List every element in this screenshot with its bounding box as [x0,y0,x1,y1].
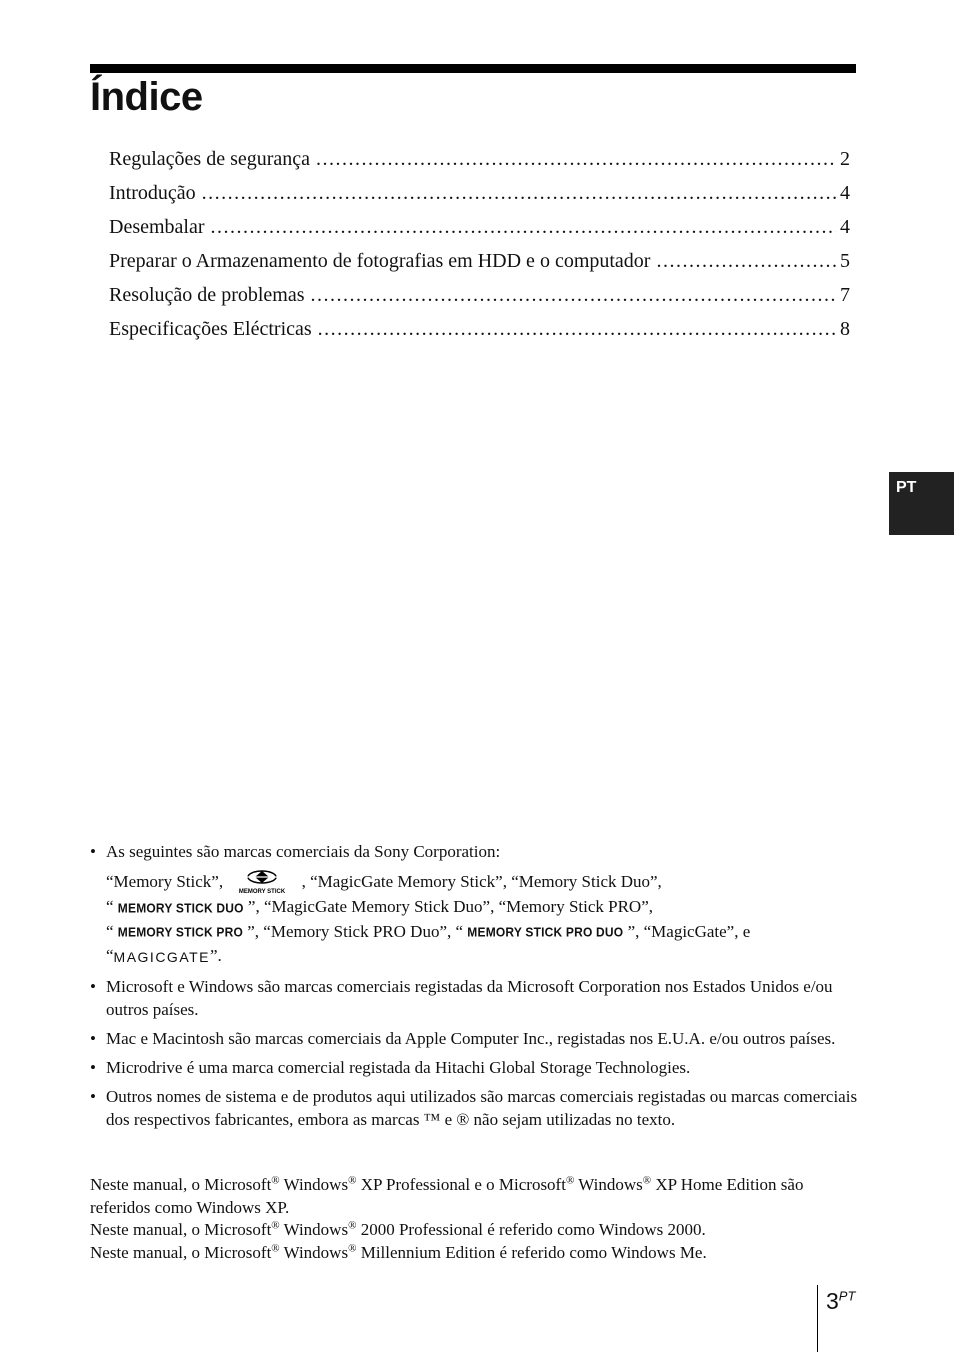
trademark-text: ”. [210,946,222,966]
list-item [90,1085,860,1131]
toc-entry[interactable] [109,179,850,213]
note-text: Microdrive é uma marca comercial registada da Hitachi Global Storage Technologies. [106,1057,691,1077]
bullet-icon: • [90,976,96,996]
note-text: Outros nomes de sistema e de produtos aqui utilizados são marcas comerciais registadas ou marcas comerciais dos respectivos fabricantes, embora as marcas ™ e ® não sejam utilizadas no texto. [106,1086,858,1129]
toc-entry[interactable] [109,145,850,179]
list-item [90,975,860,1021]
toc-entry-page: 8 [840,318,850,340]
language-tab [889,472,954,535]
trademark-text: ”, “MagicGate”, e [627,921,751,941]
memory-stick-pro-duo-logo: MEMORY STICK PRO DUO [467,924,624,940]
trademark-intro: As seguintes são marcas comerciais da Sony Corporation: [106,842,501,861]
note-text: Mac e Macintosh são marcas comerciais da Apple Computer Inc., registadas nos E.U.A. e/ou outros países. [106,1028,836,1048]
memory-stick-logo-text: MEMORY STICK [239,889,286,895]
toc-entry-page: 4 [840,216,850,238]
trademark-line [106,869,860,895]
toc-entry[interactable] [109,247,850,281]
toc-entry-label: Especificações Eléctricas [109,318,312,340]
bullet-icon: • [90,1086,96,1106]
page-title: Índice [90,75,203,119]
toc-leader-dots [211,213,836,241]
manual-paragraph: Neste manual, o Microsoft® Windows® 2000 Professional é referido como Windows 2000. [90,1219,706,1239]
manual-paragraph: Neste manual, o Microsoft® Windows® Millennium Edition é referido como Windows Me. [90,1241,707,1262]
note-text: Microsoft e Windows são marcas comerciais registadas da Microsoft Corporation nos Estados Unidos e/ou outros países. [106,976,833,1019]
page-number: $3^{PT}$ [826,1288,856,1314]
manual-notes [90,1174,860,1264]
trademark-line: “MAGICGATE”. [106,944,860,969]
toc-entry-page: 7 [840,284,850,306]
toc-entry-label: Introdução [109,182,196,204]
list-item [90,1056,860,1079]
toc-entry[interactable] [109,213,850,247]
title-rule [90,64,856,73]
table-of-contents [109,145,850,349]
memory-stick-duo-logo: MEMORY STICK DUO [117,899,244,916]
toc-leader-dots [202,179,836,207]
toc-entry-page: 4 [840,182,850,204]
list-item [90,1027,860,1050]
toc-entry-label: Preparar o Armazenamento de fotografias em HDD e o computador [109,250,651,272]
toc-entry[interactable] [109,315,850,349]
bullet-icon: • [90,1028,96,1048]
trademark-notes [90,840,860,1137]
bullet-icon: • [90,1057,96,1077]
toc-entry-label: Resolução de problemas [109,284,305,306]
trademark-text: ”, “Memory Stick PRO Duo”, [247,921,452,941]
trademark-text: , “MagicGate Memory Stick”, “Memory Stick Duo”, [301,872,662,891]
trademark-line: “ MEMORY STICK DUO ”, “MagicGate Memory Stick Duo”, “Memory Stick PRO”, [106,895,860,920]
magicgate-logo: MAGICGATE [113,948,211,965]
toc-entry-label: Desembalar [109,216,205,238]
manual-paragraph: Neste manual, o Microsoft® Windows® XP Professional e o Microsoft® Windows® XP Home Edition são referidos como Windows XP. [90,1174,804,1217]
toc-leader-dots [656,247,836,275]
toc-leader-dots [311,281,837,309]
page-number-rule [817,1285,818,1352]
memory-stick-logo-icon [233,869,291,895]
toc-entry[interactable] [109,281,850,315]
memory-stick-pro-logo: MEMORY STICK PRO [117,924,244,940]
toc-leader-dots [316,145,836,173]
language-tab-label: PT [896,479,917,496]
toc-entry-page: 2 [840,148,850,170]
toc-entry-page: 5 [840,250,850,272]
trademark-text: ”, “MagicGate Memory Stick Duo”, “Memory Stick PRO”, [247,897,653,916]
trademark-text: “Memory Stick”, [106,872,224,891]
list-item [90,840,860,969]
toc-entry-label: Regulações de segurança [109,148,311,170]
bullet-icon: • [90,842,96,861]
toc-leader-dots [318,315,836,343]
trademark-line: “ MEMORY STICK PRO ”, “Memory Stick PRO Duo”, “ MEMORY STICK PRO DUO ”, “MagicGate”, e [106,920,860,945]
